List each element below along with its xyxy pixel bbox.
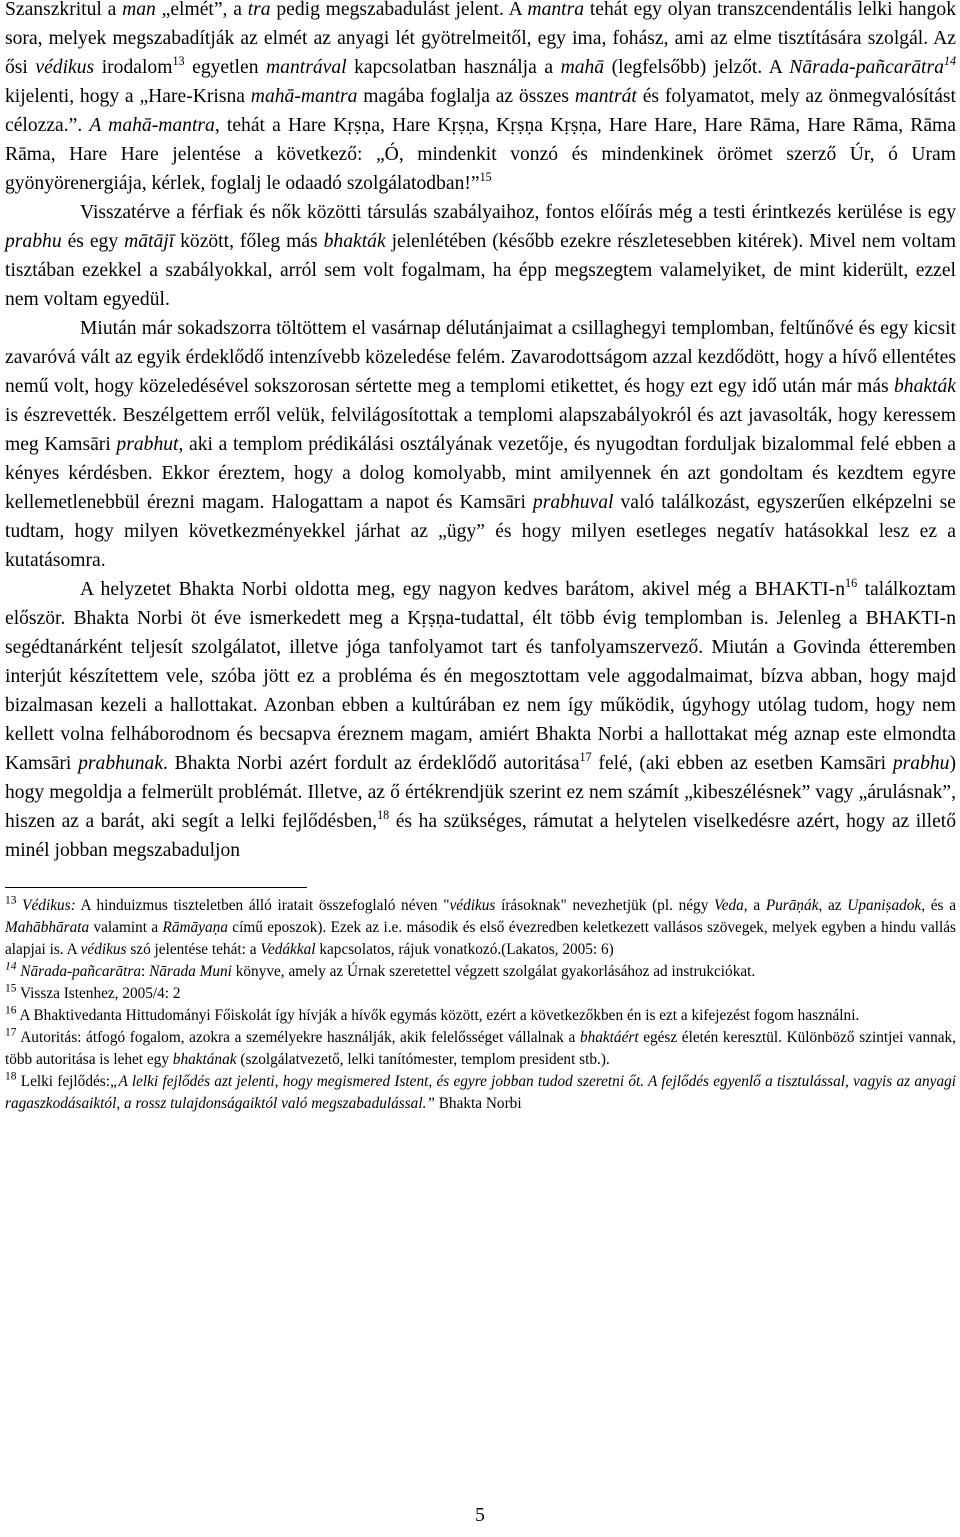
italic-run: mātājī [124, 231, 175, 252]
italic-run: Nārada Muni [149, 963, 232, 980]
text-run: A helyzetet Bhakta Norbi oldotta meg, egy nagyon kedves barátom, akivel még a BHAKTI-n [80, 579, 846, 600]
text-run: Szanszkritul a [5, 0, 123, 20]
text-run: egész életén keresztül. Különböző szintjei vannak, több autoritása is lehet egy [5, 1029, 956, 1068]
text-run: . Bhakta Norbi azért fordult az érdeklődő autoritása [163, 753, 580, 774]
text-run: Lelki fejlődés: [16, 1073, 110, 1090]
italic-run: mahā [560, 57, 605, 78]
text-run: kijelenti, hogy a „Hare-Krisna [5, 86, 251, 107]
text-run: és ha szükséges, rámutat a helytelen viselkedésre azért, hogy az illető minél jobban megszabaduljon [5, 811, 957, 861]
body-text [5, 0, 956, 865]
text-run: könyve, amely az Úrnak szeretettel végzett szolgálat gyakorlásához ad instrukciókat. [231, 963, 756, 980]
footnote-ref: 15 [5, 982, 17, 995]
text-run: Vissza Istenhez, 2005/4: 2 [16, 985, 181, 1002]
italic-run: „A lelki fejlődés azt jelenti, hogy megismered Istent, és egyre jobban tudod szeretni őt. A fejlődés egyenlő a tisztulással, vagyis az anyagi ragaszkodásaiktól, a rossz tulajdonságaiktól való megszabadulással.” [5, 1073, 956, 1112]
italic-run: A mahā-mantra [89, 115, 215, 136]
italic-run: mantrát [574, 86, 637, 107]
text-run: felé, (aki ebben az esetben Kamsāri [591, 753, 893, 774]
page-number: 5 [475, 1505, 485, 1526]
footnote-ref: 18 [377, 808, 390, 823]
italic-run: mahā-mantra [250, 86, 358, 107]
text-run: szó jelentése tehát: a [126, 941, 261, 958]
footnote-ref: 15 [479, 170, 492, 185]
text-run: : [140, 963, 150, 980]
text-run: A hinduizmus tiszteletben álló iratait összefoglaló néven " [75, 897, 450, 914]
text-run: és folyamatot, mely az önmegvalósítást célozza.”. [5, 86, 956, 136]
text-run: kapcsolatban használja a [346, 57, 561, 78]
paragraph [5, 198, 956, 314]
text-run: A Bhaktivedanta Hittudományi Főiskolát így hívják a hívők egymás között, ezért a következőkben én is ezt a kifejezést fogom használni. [16, 1007, 860, 1024]
italic-run: prabhut [116, 434, 179, 455]
footnote [5, 1071, 956, 1115]
text-run: Autoritás: átfogó fogalom, azokra a személyekre használják, akik felelősséget vállalnak a [16, 1029, 580, 1046]
italic-run: tra [247, 0, 271, 20]
text-run: című eposzok). Ezek az i.e. második és első évezredben keletkezett vallásos szövegek, melyek egyben a hindu vallás alapjai is. A [5, 919, 956, 958]
text-run: Miután már sokadszorra töltöttem el vasárnap délutánjaimat a csillaghegyi templomban, feltűnővé és egy kicsit zavaróvá vált az egyik érdeklődő intenzívebb közeledése felém. Zavarodottságom azzal kezdődött, hogy a hívő ellentétes nemű volt, hogy közeledésével sokszorosan sértette meg a templomi etikettet, és hogy ezt egy idő után már más [5, 318, 956, 397]
italic-run: védikus [35, 57, 95, 78]
italic-run: Mahābhārata [5, 919, 90, 936]
italic-run: man [122, 0, 156, 20]
italic-run: Vedákkal [260, 941, 316, 958]
paragraph [5, 0, 956, 198]
text-run: találkoztam először. Bhakta Norbi öt éve ismerkedett meg a Kṛṣṇa-tudattal, élt több évig templomban is. Jelenleg a BHAKTI-n segédtanárként teljesít szolgálatot, illetve jóga tanfolyamot tart és tanfolyamszervező. Miután a Govinda étteremben interjút készítettem vele, szóba jött ez a probléma és én megosztottam vele aggodalmaimat, bízva abban, hogy majd bizalmasan kezeli a hallottakat. Azonban ebben a kultúrában ez nem így működik, úgyhogy utólag tudom, hogy nem kellett volna felháborodnom és becsapva éreznem magam, amiért Bhakta Norbi a hallottakat még aznap este elmondta Kamsāri [5, 579, 957, 774]
italic-run: bhakták [893, 376, 956, 397]
text-run: is észrevették. Beszélgettem erről velük, felvilágosítottak a templomi alapszabályokról és azt javasolták, hogy keressem meg Kamsāri [5, 405, 956, 455]
italic-run: védikus [449, 897, 496, 914]
italic-run: Veda [714, 897, 744, 914]
footnote-ref: 16 [5, 1004, 17, 1017]
text-run: irodalom [94, 57, 173, 78]
footnote [5, 983, 956, 1005]
footnote [5, 961, 956, 983]
footnote [5, 895, 956, 961]
text-run: , és a [921, 897, 956, 914]
text-run: kapcsolatos, rájuk vonatkozó.(Lakatos, 2005: 6) [315, 941, 614, 958]
footnote-ref: 14 [943, 54, 957, 69]
footnote-ref: 16 [845, 576, 858, 591]
italic-run: Rāmāyaṇa [162, 919, 228, 936]
italic-run: Purāṇák [765, 897, 819, 914]
text-run: , tehát a Hare Kṛṣṇa, Hare Kṛṣṇa, Kṛṣṇa Kṛṣṇa, Hare Hare, Hare Rāma, Hare Rāma, Rāma Rāma, Hare Hare jelentése a következő: „Ó, mindenkit vonzó és mindenkinek örömet szerző Úr, ó Uram gyönyörenergiája, kérlek, foglalj le odaadó szolgálatodban!” [5, 115, 956, 194]
text-run: pedig megszabadulást jelent. A [270, 0, 528, 20]
italic-run: bhaktáért [579, 1029, 639, 1046]
text-run: és egy [61, 231, 125, 252]
footnote-ref: 17 [579, 750, 592, 765]
paragraph [5, 314, 956, 575]
text-run: valamint a [89, 919, 163, 936]
italic-run: Nārada-pañcarātra [20, 963, 141, 980]
text-run: egyetlen [184, 57, 267, 78]
text-run: írásoknak" nevezhetjük (pl. négy [495, 897, 715, 914]
italic-run: bhaktának [172, 1051, 237, 1068]
text-run: , aki a templom prédikálási osztályának vezetője, és nyugodtan forduljak bizalommal felé ebben a kényes kérdésben. Ekkor éreztem, hogy a dolog komolyabb, mint amilyennek én azt gondoltam és kezdtem egyre kellemetlenebbül érezni magam. Halogattam a napot és Kamsāri [5, 434, 956, 513]
text-run: (legfelsőbb) jelzőt. A [604, 57, 790, 78]
text-run: Visszatérve a férfiak és nők közötti társulás szabályaihoz, fontos előírás még a testi érintkezés kerülése is egy [80, 202, 956, 223]
italic-run: Védikus: [22, 897, 76, 914]
footnote-ref: 14 [5, 960, 17, 973]
italic-run: Upaniṣadok [847, 897, 922, 914]
text-run: , a [743, 897, 766, 914]
footnote-ref: 17 [5, 1026, 17, 1039]
footnote [5, 1027, 956, 1071]
italic-run: prabhuval [532, 492, 614, 513]
text-run: jelenlétében (később ezekre részletesebben kitérek). Mivel nem voltam tisztában ezekkel a szabályokkal, arról sem volt fogalmam, ha épp megszegtem valamelyiket, de mint kiderült, ezzel nem voltam egyedül. [5, 231, 956, 310]
italic-run: prabhunak [78, 753, 164, 774]
text-run: , az [818, 897, 848, 914]
footnote-separator [5, 887, 307, 888]
text-run: Bhakta Norbi [434, 1095, 522, 1112]
italic-run: védikus [80, 941, 127, 958]
text-run: között, főleg más [174, 231, 324, 252]
italic-run: mantra [527, 0, 585, 20]
italic-run: prabhu [892, 753, 950, 774]
text-run: magába foglalja az összes [357, 86, 575, 107]
footnotes [5, 895, 956, 1115]
italic-run: mantrával [266, 57, 347, 78]
text-run: való találkozást, egyszerűen elképzelni se tudtam, hogy milyen következményekkel járhat az „ügy” és hogy milyen esetleges negatív hatásokkal lesz ez a kutatásomra. [5, 492, 956, 571]
italic-run: bhakták [323, 231, 386, 252]
footnote-ref: 18 [5, 1070, 17, 1083]
text-run: (szolgálatvezető, lelki tanítómester, templom president stb.). [236, 1051, 610, 1068]
footnote [5, 1005, 956, 1027]
footnote-ref: 13 [172, 54, 185, 69]
text-run: „elmét”, a [155, 0, 248, 20]
paragraph [5, 575, 956, 865]
text-run: tehát egy olyan transzcendentális lelki hangok sora, melyek megszabadítják az elmét az anyagi lét gyötrelmeitől, egy ima, fohász, ami az elme tisztítására szolgál. Az ősi [5, 0, 956, 78]
footnote-ref: 13 [5, 894, 17, 907]
italic-run: prabhu [5, 231, 62, 252]
text-run: ) hogy megoldja a felmerült problémát. Illetve, az ő értékrendjük szerint ez nem számít „kibeszélésnek” vagy „árulásnak”, hiszen az a barát, aki segít a lelki fejlődésben, [5, 753, 956, 832]
italic-run: Nārada-pañcarātra [789, 57, 944, 78]
